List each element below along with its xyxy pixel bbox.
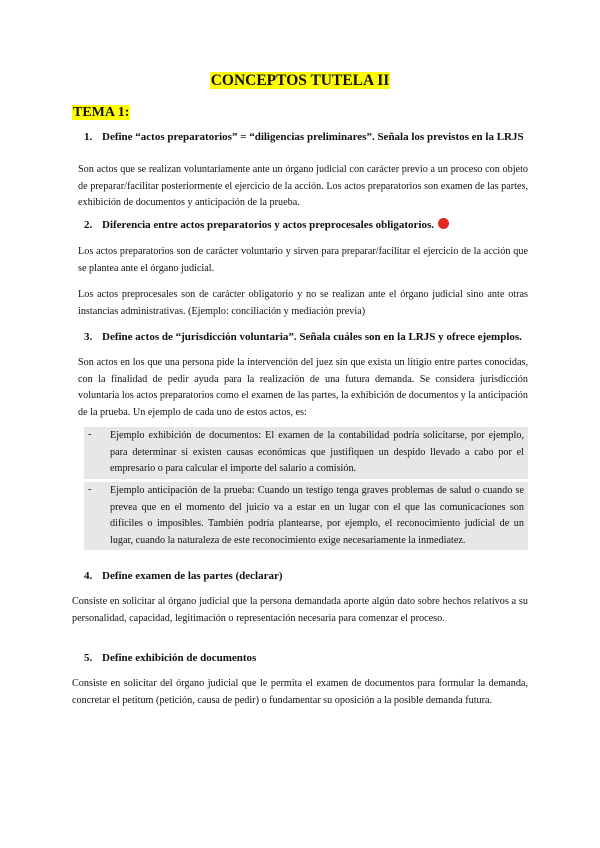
red-circle-icon [438, 218, 449, 229]
section-heading-text: Define actos de “jurisdicción voluntaria”. Señala cuáles son en la LRJS y ofrece ejemplos. [102, 331, 522, 343]
bullet-marker: - [88, 429, 92, 440]
bullet-text: Ejemplo anticipación de la prueba: Cuando un testigo tenga graves problemas de salud o cuando se prevea que en el momento del juicio va a estar en un lugar con el que las comunicaciones son difíciles o imposibles. También podría plantearse, por ejemplo, el reconocimiento judicial de un lugar, cuando la naturaleza de este reconocimiento exige necesariamente la inmediatez. [110, 485, 524, 546]
list-item [84, 427, 528, 479]
section-3-paragraph: Son actos en los que una persona pide la intervención del juez sin que exista un litigio entre partes conocidas, con la finalidad de pedir ayuda para la realización de una futura demanda. Se considera jurisdicción voluntaria los actos preparatorios como el examen de las partes, la exhibición de documentos y la anticipación de la prueba. Un ejemplo de cada uno de estos actos, es: [78, 357, 528, 418]
title-text: CONCEPTOS TUTELA II [210, 72, 390, 89]
section-number: 2. [84, 219, 93, 231]
bullet-text: Ejemplo exhibición de documentos: El examen de la contabilidad podría solicitarse, por ejemplo, para determinar si existen causas económicas que justifiquen un despido llevado a cabo por el empresario o para calcular el importe del salario a comisión. [110, 430, 524, 474]
section-2-heading [84, 218, 449, 231]
document-title [0, 72, 600, 90]
section-1-paragraph: Son actos que se realizan voluntariamente ante un órgano judicial con carácter previo a un proceso con objeto de preparar/facilitar posteriormente el ejercicio de la acción. Los actos preparatorios son examen de las partes, exhibición de documentos y anticipación de la prueba. [78, 164, 528, 208]
tema-text: TEMA 1: [73, 105, 130, 120]
section-heading-text: Define exhibición de documentos [102, 652, 257, 664]
section-5-heading [84, 652, 256, 664]
section-heading-text: Diferencia entre actos preparatorios y actos preprocesales obligatorios. [102, 219, 434, 231]
section-number: 1. [84, 131, 93, 143]
section-4-paragraph: Consiste en solicitar al órgano judicial que la persona demandada aporte algún dato sobre hechos relativos a su personalidad, capacidad, legitimación o representación necesaria para comenzar el proceso. [72, 596, 528, 624]
section-heading-text: Define examen de las partes (declarar) [102, 570, 283, 582]
section-number: 5. [84, 652, 93, 664]
section-number: 3. [84, 331, 93, 343]
section-2-paragraph-2: Los actos preprocesales son de carácter obligatorio y no se realizan ante el órgano judicial sino ante otras instancias administrativas. (Ejemplo: conciliación y mediación previa) [78, 289, 528, 317]
section-5-paragraph: Consiste en solicitar del órgano judicial que le permita el examen de documentos para formular la demanda, concretar el petitum (petición, causa de pedir) o fundamentar su oposición a la posible demanda futura. [72, 678, 528, 706]
section-4-heading [84, 570, 283, 582]
list-item [84, 482, 528, 550]
section-number: 4. [84, 570, 93, 582]
bullet-marker: - [88, 484, 92, 495]
section-2-paragraph-1: Los actos preparatorios son de carácter voluntario y sirven para preparar/facilitar el ejercicio de la acción que se plantea ante el órgano judicial. [78, 246, 528, 274]
section-3-heading [84, 331, 522, 343]
tema-heading [72, 105, 130, 121]
section-1-heading [84, 131, 524, 143]
section-heading-text: Define “actos preparatorios” = “diligencias preliminares”. Señala los previstos en la LRJS [102, 131, 524, 143]
